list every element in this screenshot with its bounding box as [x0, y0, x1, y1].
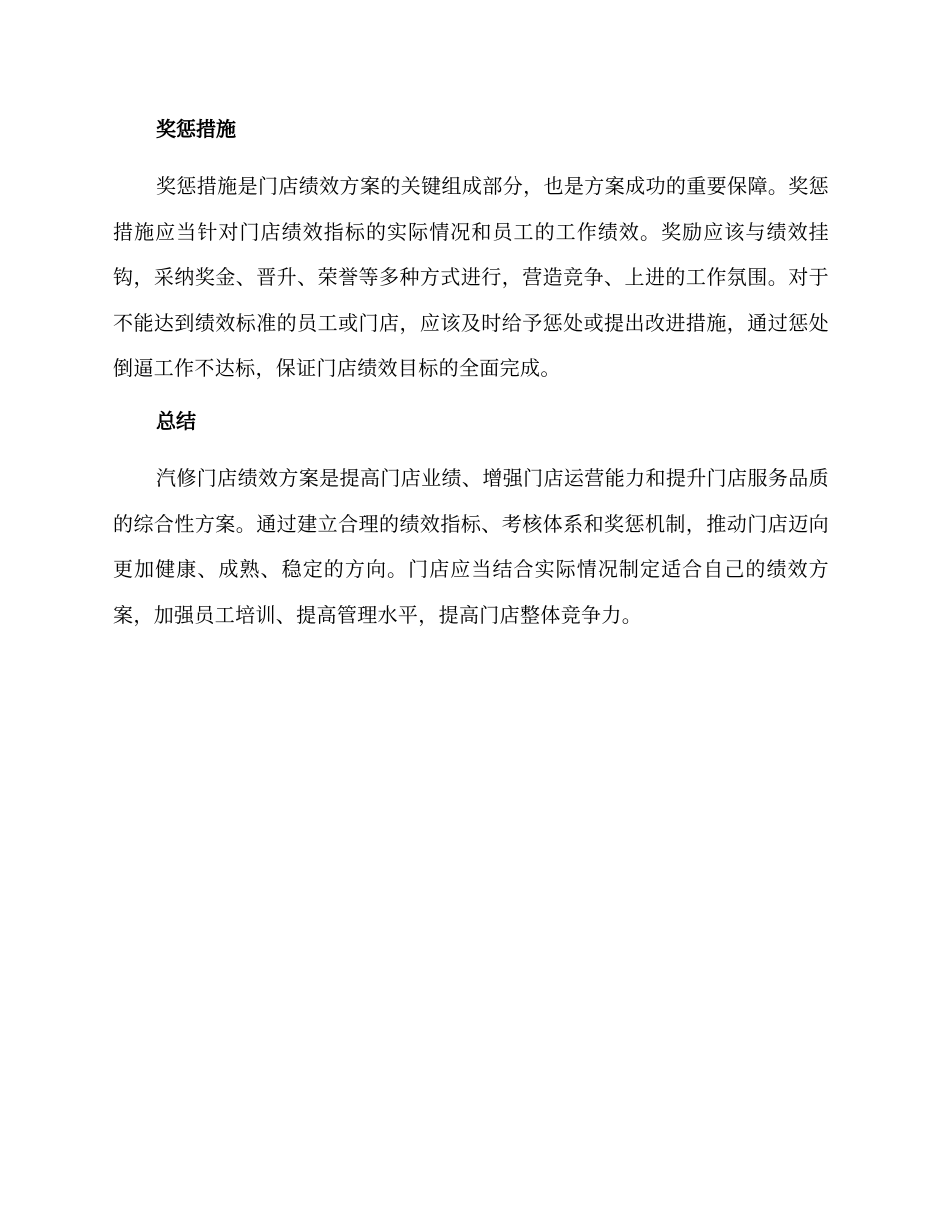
section-heading-rewards-penalties: 奖惩措施 — [156, 117, 236, 141]
section-heading-summary: 总结 — [156, 408, 196, 433]
document-body — [113, 112, 829, 638]
section-paragraph-rewards-penalties: 奖惩措施是门店绩效方案的关键组成部分，也是方案成功的重要保障。奖惩措施应当针对门店绩效指标的实际情况和员工的工作绩效。奖励应该与绩效挂钩，采纳奖金、晋升、荣誉等多种方式进行，营造竞争、上进的工作氛围。对于不能达到绩效标准的员工或门店，应该及时给予惩处或提出改进措施，通过惩处倒逼工作不达标，保证门店绩效目标的全面完成。 — [113, 174, 829, 381]
section-paragraph-summary: 汽修门店绩效方案是提高门店业绩、增强门店运营能力和提升门店服务品质的综合性方案。通过建立合理的绩效指标、考核体系和奖惩机制，推动门店迈向更加健康、成熟、稳定的方向。门店应当结合实际情况制定适合自己的绩效方案，加强员工培训、提高管理水平，提高门店整体竞争力。 — [113, 465, 829, 627]
